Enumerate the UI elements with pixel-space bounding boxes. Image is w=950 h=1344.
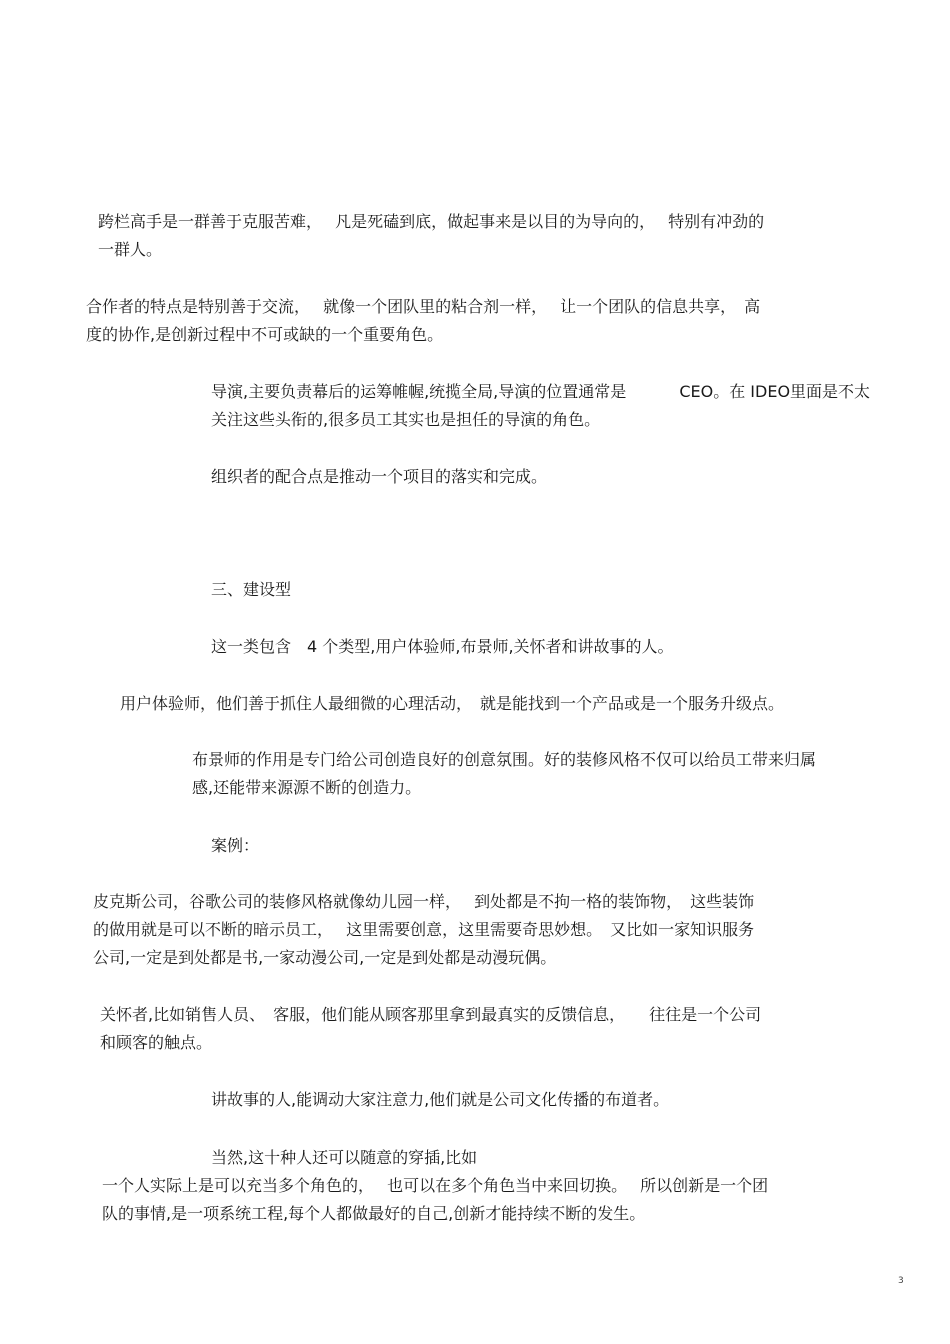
text-line: 跨栏高手是一群善于克服苦难， 凡是死磕到底，做起事来是以目的为导向的， 特别有冲劲的 xyxy=(98,212,765,231)
text-line: 感,还能带来源源不断的创造力。 xyxy=(192,778,422,797)
text-line: 公司,一定是到处都是书,一家动漫公司,一定是到处都是动漫玩偶。 xyxy=(93,948,557,967)
text-line: 关注这些头衔的,很多员工其实也是担任的导演的角色。 xyxy=(211,410,601,429)
text-line: 布景师的作用是专门给公司创造良好的创意氛围。好的装修风格不仅可以给员工带来归属 xyxy=(192,750,817,769)
text-line: 皮克斯公司，谷歌公司的装修风格就像幼儿园一样， 到处都是不拘一格的装饰物， 这些装饰 xyxy=(93,892,755,911)
section-heading: 三、建设型 xyxy=(211,580,292,599)
text-line: 这一类包含 4 个类型,用户体验师,布景师,关怀者和讲故事的人。 xyxy=(211,637,674,656)
text-line: 合作者的特点是特别善于交流， 就像一个团队里的粘合剂一样， 让一个团队的信息共享， 高 xyxy=(86,297,761,316)
text-line: 案例： xyxy=(211,836,260,855)
text-line: 讲故事的人,能调动大家注意力,他们就是公司文化传播的布道者。 xyxy=(211,1090,670,1109)
text-line: 一群人。 xyxy=(98,240,163,259)
text-line: 度的协作,是创新过程中不可或缺的一个重要角色。 xyxy=(86,325,444,344)
text-line: 导演,主要负责幕后的运筹帷幄,统揽全局,导演的位置通常是 CEO。在 IDEO里面是不太 xyxy=(211,382,871,401)
text-line: 和顾客的触点。 xyxy=(100,1033,213,1052)
text-line: 队的事情,是一项系统工程,每个人都做最好的自己,创新才能持续不断的发生。 xyxy=(102,1204,646,1223)
text-line: 一个人实际上是可以充当多个角色的， 也可以在多个角色当中来回切换。 所以创新是一个团 xyxy=(102,1176,769,1195)
text-line: 组织者的配合点是推动一个项目的落实和完成。 xyxy=(211,467,548,486)
page-number: 3 xyxy=(898,1276,904,1286)
text-line: 当然,这十种人还可以随意的穿插,比如 xyxy=(211,1148,478,1167)
text-line: 用户体验师，他们善于抓住人最细微的心理活动， 就是能找到一个产品或是一个服务升级点。 xyxy=(120,694,785,713)
text-line: 的做用就是可以不断的暗示员工， 这里需要创意，这里需要奇思妙想。 又比如一家知识服务 xyxy=(93,920,755,939)
text-line: 关怀者,比如销售人员、 客服，他们能从顾客那里拿到最真实的反馈信息， 往往是一个公司 xyxy=(100,1005,762,1024)
